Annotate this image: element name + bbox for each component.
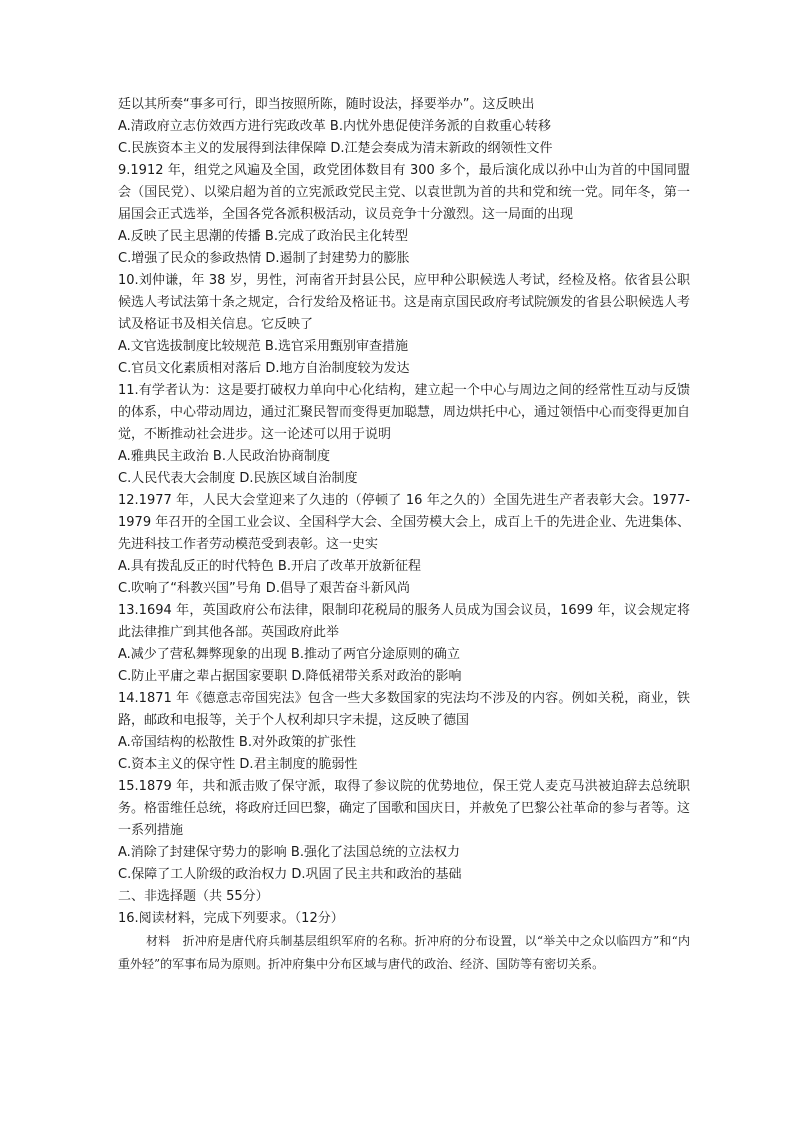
question-15-stem: 15.1879 年，共和派击败了保守派，取得了参议院的优势地位，保王党人麦克马洪被迫辞去总统职务。格雷维任总统，将政府迁回巴黎，确定了国歌和国庆日，并赦免了巴黎公社革命的参与者等。这一系列措施 — [118, 779, 691, 838]
section-heading: 二、非选择题（共 55分） — [118, 889, 269, 904]
question-15-options-cd: C.保障了工人阶级的政治权力 D.巩固了民主共和政治的基础 — [118, 867, 462, 882]
question-12-options-ab: A.具有拨乱反正的时代特色 B.开启了改革开放新征程 — [118, 559, 421, 574]
question-12-stem: 12.1977 年，人民大会堂迎来了久违的（停顿了 16 年之久的）全国先进生产者表彰大会。1977-1979 年召开的全国工业会议、全国科学大会、全国劳模大会上，成百上千的先进企业、先进集体、先进科技工作者劳动模范受到表彰。这一史实 — [118, 493, 690, 552]
question-10-options-cd: C.官员文化素质相对落后 D.地方自治制度较为发达 — [118, 361, 410, 376]
question-9-options-cd: C.增强了民众的参政热情 D.遏制了封建势力的膨胀 — [118, 251, 410, 266]
question-10-stem: 10.刘仲谦，年 38 岁，男性，河南省开封县公民，应甲种公职候选人考试，经检及格。依省县公职候选人考试法第十条之规定，合行发给及格证书。这是南京国民政府考试院颁发的省县公职候选人考试及格证书及相关信息。它反映了 — [118, 273, 691, 332]
question-11-stem: 11.有学者认为：这是要打破权力单向中心化结构，建立起一个中心与周边之间的经常性互动与反馈的体系，中心带动周边，通过汇聚民智而变得更加聪慧，周边烘托中心，通过领悟中心而变得更加自觉，不断推动社会进步。这一论述可以用于说明 — [118, 383, 691, 442]
question-16-heading: 16.阅读材料，完成下列要求。（12分） — [118, 911, 344, 926]
question-8-stem-tail: 廷以其所奏“事多可行，即当按照所陈，随时设法，择要举办”。这反映出 — [118, 97, 535, 112]
question-14-options-ab: A.帝国结构的松散性 B.对外政策的扩张性 — [118, 735, 356, 750]
question-10-options-ab: A.文官选拔制度比较规范 B.选官采用甄别审查措施 — [118, 339, 408, 354]
question-11-options-cd: C.人民代表大会制度 D.民族区域自治制度 — [118, 471, 358, 486]
question-9-stem: 9.1912 年，组党之风遍及全国，政党团体数目有 300 多个，最后演化成以孙中山为首的中国同盟会（国民党）、以梁启超为首的立宪派政党民主党、以袁世凯为首的共和党和统一党。同年冬，第一届国会正式选举，全国各党各派积极活动，议员竞争十分激烈。这一局面的出现 — [118, 163, 690, 222]
question-13-options-cd: C.防止平庸之辈占据国家要职 D.降低裙带关系对政治的影响 — [118, 669, 462, 684]
question-15-options-ab: A.消除了封建保守势力的影响 B.强化了法国总统的立法权力 — [118, 845, 460, 860]
question-14-options-cd: C.资本主义的保守性 D.君主制度的脆弱性 — [118, 757, 358, 772]
question-13-stem: 13.1694 年，英国政府公布法律，限制印花税局的服务人员成为国会议员，1699 年，议会规定将此法律推广到其他各部。英国政府此举 — [118, 603, 690, 640]
question-14-stem: 14.1871 年《德意志帝国宪法》包含一些大多数国家的宪法均不涉及的内容。例如关税，商业，铁路，邮政和电报等，关于个人权利却只字未提，这反映了德国 — [118, 691, 690, 728]
question-11-options-ab: A.雅典民主政治 B.人民政治协商制度 — [118, 449, 330, 464]
question-12-options-cd: C.吹响了“科教兴国”号角 D.倡导了艰苦奋斗新风尚 — [118, 581, 410, 596]
question-9-options-ab: A.反映了民主思潮的传播 B.完成了政治民主化转型 — [118, 229, 408, 244]
question-8-options-ab: A.清政府立志仿效西方进行宪政改革 B.内忧外患促使洋务派的自救重心转移 — [118, 119, 551, 134]
question-13-options-ab: A.减少了营私舞弊现象的出现 B.推动了两官分途原则的确立 — [118, 647, 460, 662]
exam-page — [118, 94, 690, 976]
question-16-material: 材料 折冲府是唐代府兵制基层组织军府的名称。折冲府的分布设置，以“举关中之众以临四方”和“内重外轻”的军事布局为原则。折冲府集中分布区域与唐代的政治、经济、国防等有密切关系。 — [118, 934, 690, 971]
question-8-options-cd: C.民族资本主义的发展得到法律保障 D.江楚会奏成为清末新政的纲领性文件 — [118, 141, 553, 156]
